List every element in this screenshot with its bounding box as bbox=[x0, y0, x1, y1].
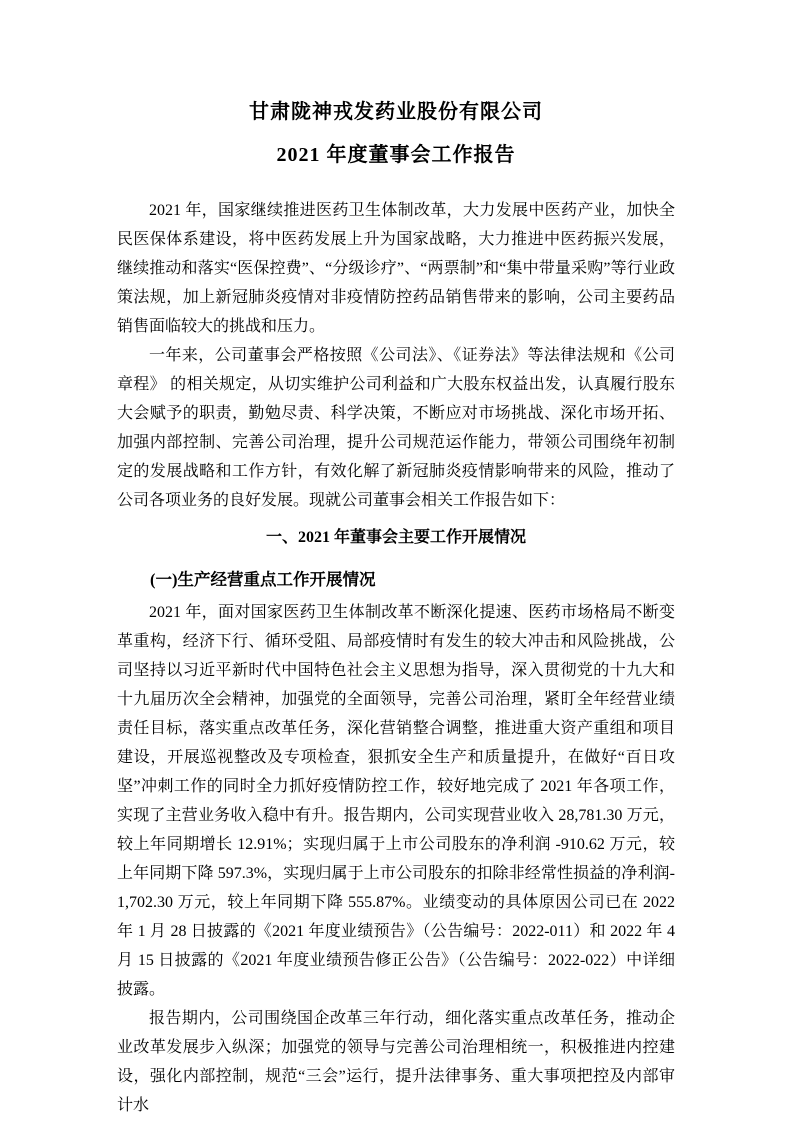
body-paragraph-reform-actions: 报告期内，公司围绕国企改革三年行动，细化落实重点改革任务，推动企业改革发展步入纵深；加强党的领导与完善公司治理相统一，积极推进内控建设，强化内部控制，规范“三会”运行，提升法律事务、重大事项把控及内部审计水 bbox=[117, 1010, 675, 1114]
section-heading-main-work: 一、2021 年董事会主要工作开展情况 bbox=[265, 529, 526, 546]
document-title-company: 甘肃陇神戎发药业股份有限公司 bbox=[249, 101, 543, 123]
body-paragraph-board-overview: 一年来，公司董事会严格按照《公司法》、《证券法》等法律法规和《公司章程》 的相关规定，从切实维护公司利益和广大股东权益出发，认真履行股东大会赋予的职责，勤勉尽责、科学决策，不断应对市场挑战、深化市场开拓、加强内部控制、完善公司治理，提升公司规范运作能力，带领公司围绕年初制定的发展战略和工作方针，有效化解了新冠肺炎疫情影响带来的风险，推动了公司各项业务的良好发展。现就公司董事会相关工作报告如下： bbox=[117, 347, 675, 509]
body-paragraph-industry-environment: 2021 年，国家继续推进医药卫生体制改革，大力发展中医药产业，加快全民医保体系建设，将中医药发展上升为国家战略，大力推进中医药振兴发展，继续推动和落实“医保控费”、“分级诊疗”、“两票制”和“集中带量采购”等行业政策法规，加上新冠肺炎疫情对非疫情防控药品销售带来的影响，公司主要药品销售面临较大的挑战和压力。 bbox=[117, 202, 675, 335]
document-title-report: 2021 年度董事会工作报告 bbox=[276, 144, 516, 166]
body-paragraph-operating-results: 2021 年，面对国家医药卫生体制改革不断深化提速、医药市场格局不断变革重构，经济下行、循环受阻、局部疫情时有发生的较大冲击和风险挑战，公司坚持以习近平新时代中国特色社会主义思想为指导，深入贯彻党的十九大和十九届历次全会精神，加强党的全面领导，完善公司治理，紧盯全年经营业绩责任目标，落实重点改革任务，深化营销整合调整，推进重大资产重组和项目建设，开展巡视整改及专项检查，狠抓安全生产和质量提升，在做好“百日攻坚”冲刺工作的同时全力抓好疫情防控工作，较好地完成了 2021 年各项工作，实现了主营业务收入稳中有升。报告期内，公司实现营业收入 28,781.30 万元，较上年同期增长 12.91%；实现归属于上市公司股东的净利润 -910.62 万元，较上年同期下降 597.3%，实现归属于上市公司股东的扣除非经常性损益的净利润-1,702.30 万元，较上年同期下降 555.87%。业绩变动的具体原因公司已在 2022 年 1 月 28 日披露的《2021 年度业绩预告》（公告编号：2022-011）和 2022 年 4 月 15 日披露的《2021 年度业绩预告修正公告》（公告编号：2022-022）中详细披露。 bbox=[117, 604, 675, 998]
subsection-heading-production-operations: (一)生产经营重点工作开展情况 bbox=[150, 570, 376, 589]
